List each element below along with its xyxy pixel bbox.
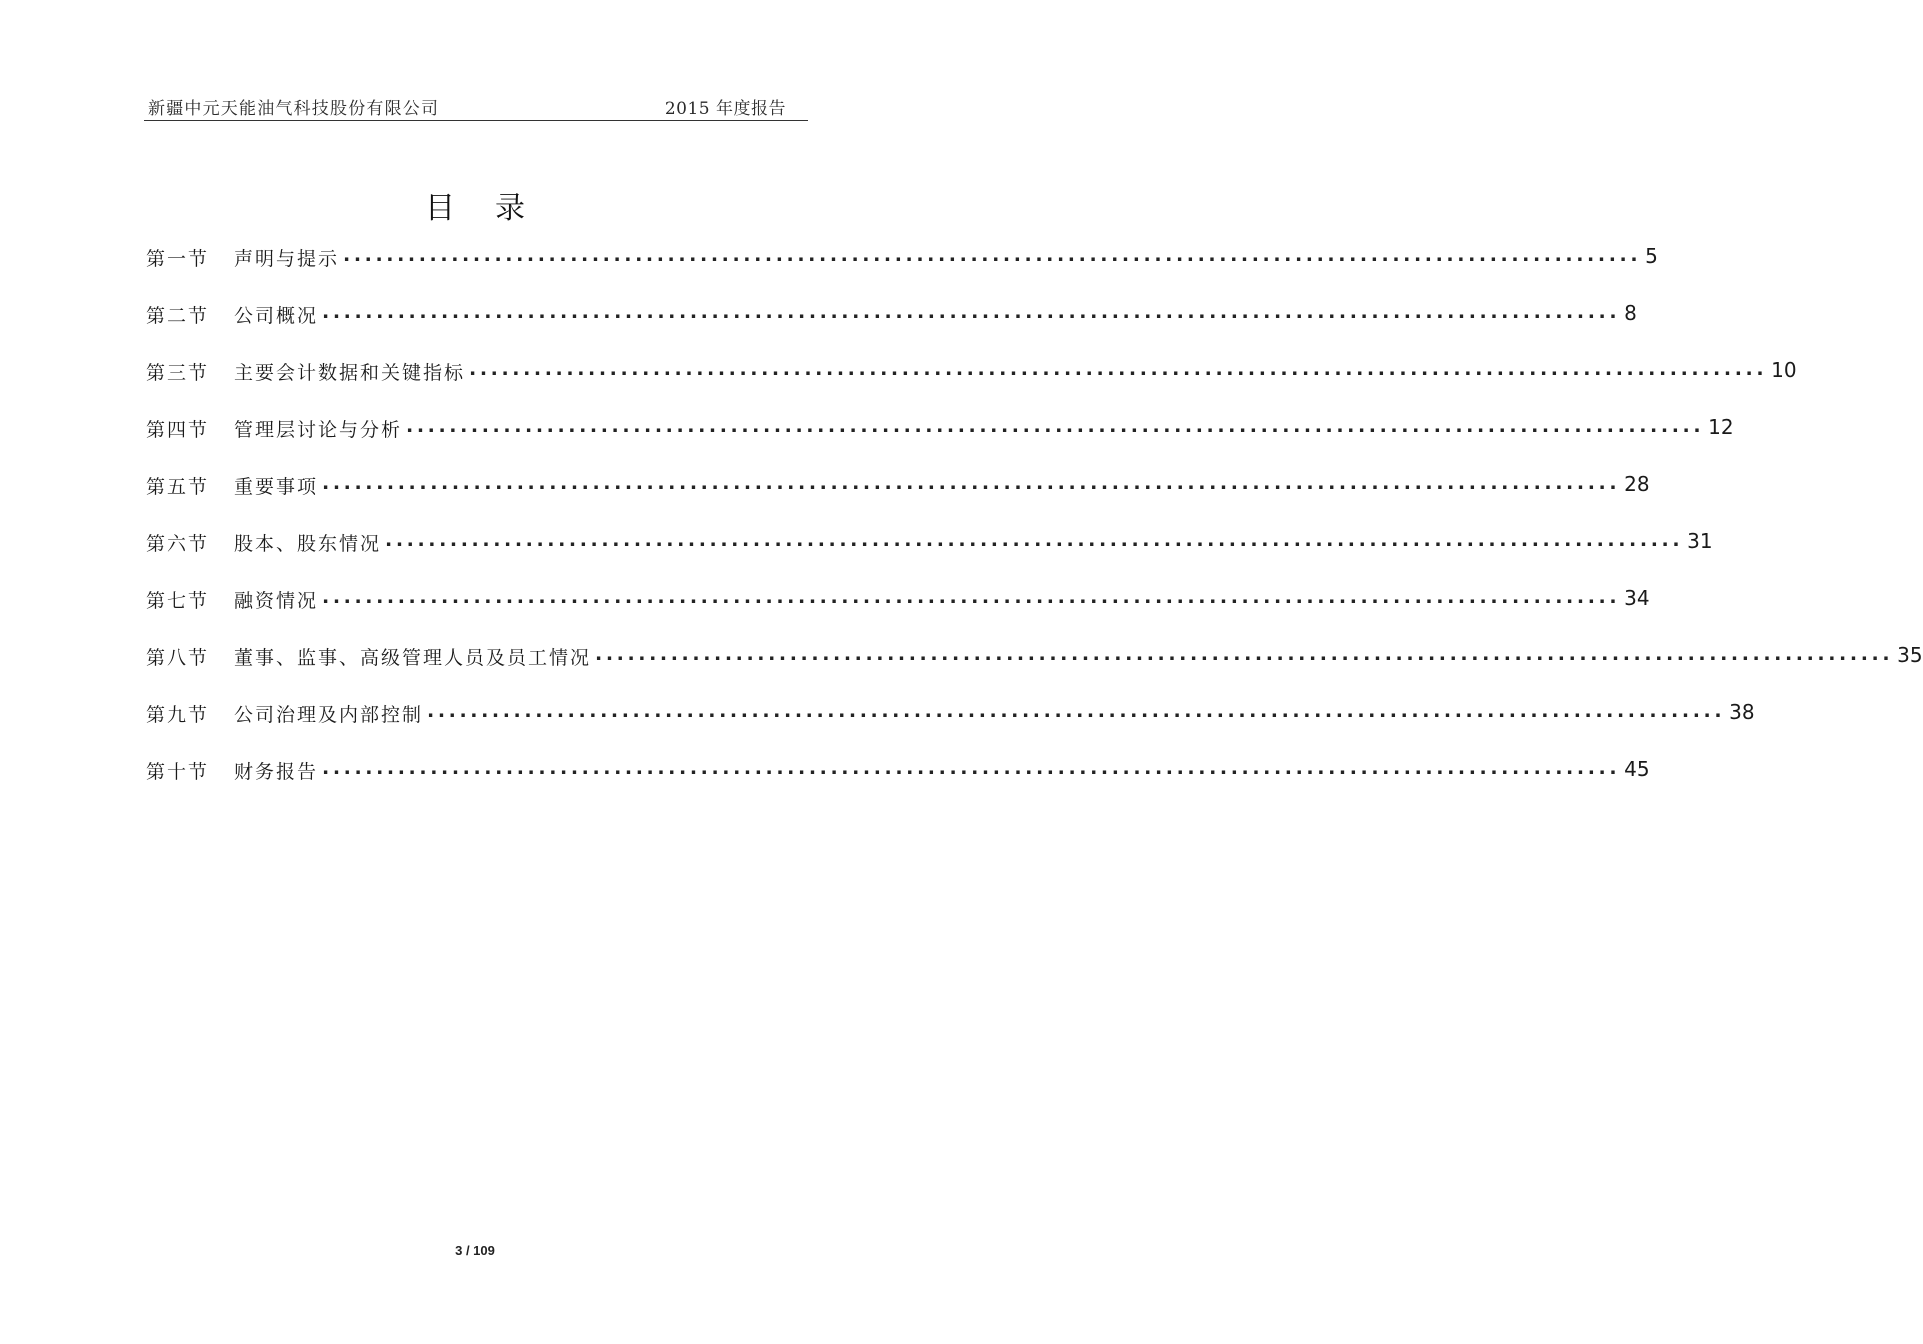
toc-page-number: 31 (1687, 529, 1713, 553)
toc-entry-9[interactable] (146, 700, 1755, 757)
toc-leader-dots: ........................................................................................................................ (322, 301, 1621, 323)
toc-entry-7[interactable] (146, 586, 1650, 643)
toc-section-number: 第十节 (146, 761, 210, 783)
toc-entry-4[interactable] (146, 415, 1734, 472)
toc-entry-1[interactable] (146, 244, 1658, 301)
toc-leader-dots: ........................................................................................................................ (343, 244, 1642, 266)
toc-leader-dots: ........................................................................................................................ (427, 700, 1726, 722)
toc-leader-dots: ........................................................................................................................ (322, 586, 1621, 608)
toc-page-number: 10 (1771, 358, 1797, 382)
toc-section-title: 主要会计数据和关键指标 (234, 362, 466, 384)
toc-section-title: 公司治理及内部控制 (234, 704, 424, 726)
page-header (144, 92, 808, 121)
toc-entry-6[interactable] (146, 529, 1713, 586)
toc-leader-dots: ........................................................................................................................ (469, 358, 1768, 380)
toc-section-number: 第三节 (146, 362, 210, 384)
toc-page-number: 5 (1645, 244, 1658, 268)
toc-leader-dots: ........................................................................................................................ (322, 757, 1621, 779)
toc-page-number: 28 (1624, 472, 1650, 496)
toc-section-number: 第四节 (146, 419, 210, 441)
toc-section-number: 第二节 (146, 305, 210, 327)
toc-section-number: 第八节 (146, 647, 210, 669)
toc-entry-10[interactable] (146, 757, 1650, 814)
toc-section-number: 第五节 (146, 476, 210, 498)
header-company-name: 新疆中元天能油气科技股份有限公司 (148, 99, 440, 119)
toc-page-number: 12 (1708, 415, 1734, 439)
toc-leader-dots: ........................................................................................................................ (385, 529, 1684, 551)
toc-section-number: 第六节 (146, 533, 210, 555)
toc-section-title: 融资情况 (234, 590, 319, 612)
toc-section-number: 第七节 (146, 590, 210, 612)
toc-entry-3[interactable] (146, 358, 1797, 415)
toc-leader-dots: ........................................................................................................................ (406, 415, 1705, 437)
toc-leader-dots: ........................................................................................................................ (322, 472, 1621, 494)
toc-leader-dots: ........................................................................................................................ (595, 643, 1894, 665)
toc-section-title: 管理层讨论与分析 (234, 419, 403, 441)
toc-page-number: 45 (1624, 757, 1650, 781)
toc-section-title: 声明与提示 (234, 248, 340, 270)
toc-entry-8[interactable] (146, 643, 1923, 700)
toc-title: 目录 (425, 191, 565, 226)
toc-list (146, 244, 1923, 814)
toc-page-number: 35 (1897, 643, 1923, 667)
toc-section-title: 财务报告 (234, 761, 319, 783)
toc-page-number: 8 (1624, 301, 1637, 325)
header-report-title: 2015 年度报告 (664, 99, 786, 119)
toc-section-title: 公司概况 (234, 305, 319, 327)
toc-section-number: 第一节 (146, 248, 210, 270)
toc-section-title: 重要事项 (234, 476, 319, 498)
toc-entry-5[interactable] (146, 472, 1650, 529)
toc-entry-2[interactable] (146, 301, 1637, 358)
page-footer-indicator: 3 / 109 (455, 1243, 495, 1258)
toc-page-number: 34 (1624, 586, 1650, 610)
toc-section-number: 第九节 (146, 704, 210, 726)
toc-section-title: 股本、股东情况 (234, 533, 382, 555)
toc-page-number: 38 (1729, 700, 1755, 724)
toc-section-title: 董事、监事、高级管理人员及员工情况 (234, 647, 592, 669)
